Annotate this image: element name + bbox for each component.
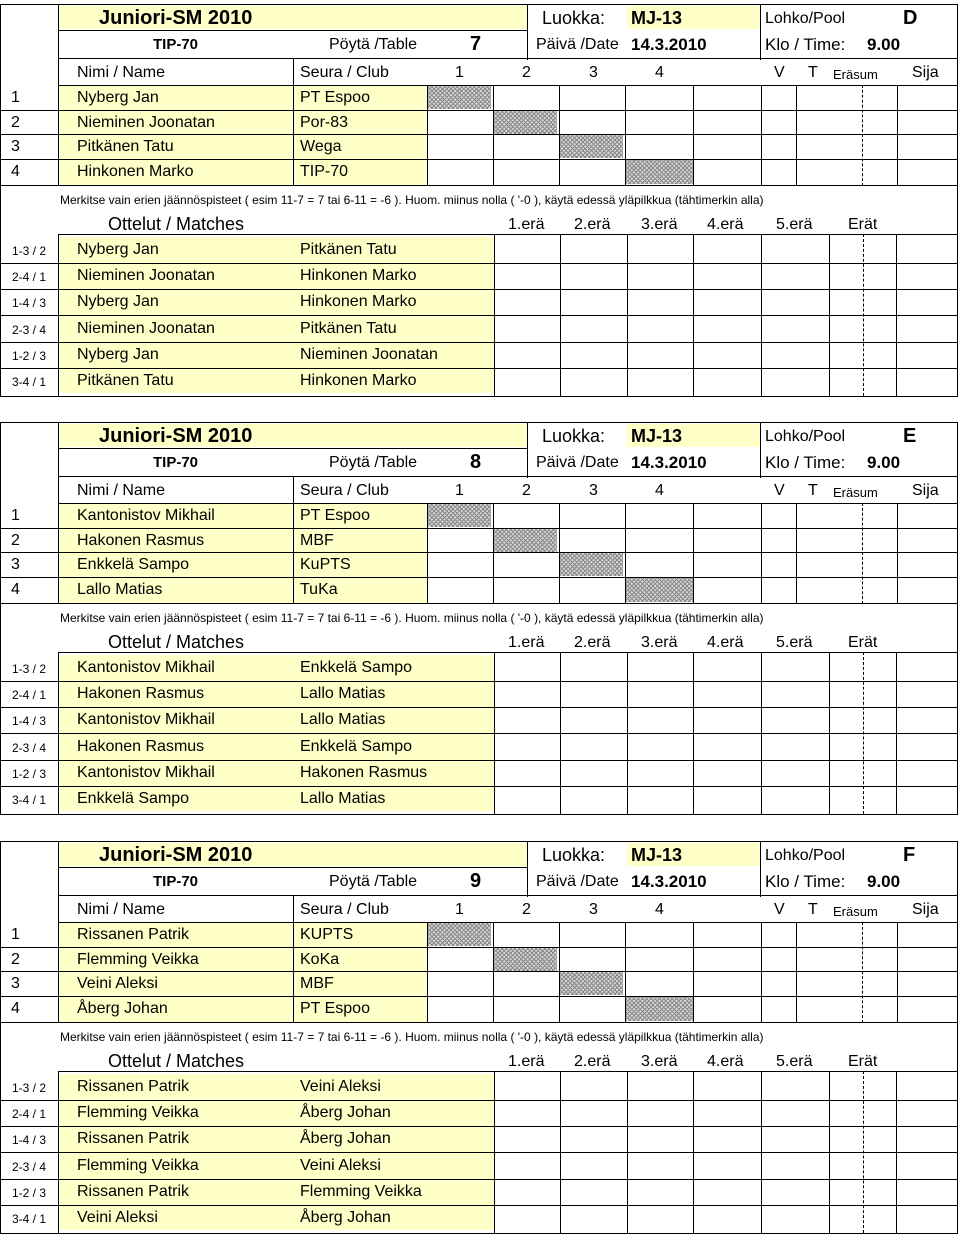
event-title: Juniori-SM 2010 xyxy=(99,425,253,447)
match-player-2: Åberg Johan xyxy=(300,1130,391,1147)
match-row xyxy=(0,686,958,706)
class-value: MJ-13 xyxy=(631,426,683,446)
table-label: Pöytä /Table xyxy=(329,36,418,53)
match-code: 1-2 / 3 xyxy=(12,349,47,363)
table-label: Pöytä /Table xyxy=(329,873,418,890)
time-label: Klo / Time: xyxy=(765,35,846,54)
col-4-header: 4 xyxy=(655,901,664,918)
player-club: TIP-70 xyxy=(300,163,349,180)
player-row xyxy=(0,557,958,577)
match-player-1: Kantonistov Mikhail xyxy=(77,711,215,728)
match-row xyxy=(0,1210,958,1230)
set-header-3: 3.erä xyxy=(641,634,678,651)
match-code: 1-4 / 3 xyxy=(12,296,47,310)
player-row xyxy=(0,952,958,972)
player-number: 4 xyxy=(11,1000,20,1017)
match-code: 2-3 / 4 xyxy=(12,741,47,755)
player-row xyxy=(0,582,958,602)
player-name: Pitkänen Tatu xyxy=(77,138,174,155)
match-player-2: Hakonen Rasmus xyxy=(300,764,428,781)
matches-header: Ottelut / Matches xyxy=(108,214,245,234)
set-header-2: 2.erä xyxy=(574,1053,611,1070)
match-player-2: Hinkonen Marko xyxy=(300,293,417,310)
col-1-header: 1 xyxy=(455,482,464,499)
match-player-1: Nieminen Joonatan xyxy=(77,267,215,284)
col-sija-header: Sija xyxy=(912,901,939,918)
player-row xyxy=(0,1001,958,1021)
col-3-header: 3 xyxy=(589,482,598,499)
pool-sheet-e xyxy=(0,418,958,818)
date-value: 14.3.2010 xyxy=(631,872,707,891)
date-value: 14.3.2010 xyxy=(631,453,707,472)
col-2-header: 2 xyxy=(522,901,531,918)
col-sija-header: Sija xyxy=(912,482,939,499)
match-code: 1-4 / 3 xyxy=(12,1133,47,1147)
match-player-1: Pitkänen Tatu xyxy=(77,372,174,389)
date-value: 14.3.2010 xyxy=(631,35,707,54)
set-header-3: 3.erä xyxy=(641,1053,678,1070)
pool-label: Lohko/Pool xyxy=(765,847,846,864)
col-erasum-header: Eräsum xyxy=(833,904,878,919)
match-player-1: Nyberg Jan xyxy=(77,293,159,310)
match-player-1: Rissanen Patrik xyxy=(77,1078,190,1095)
match-code: 2-3 / 4 xyxy=(12,1160,47,1174)
time-value: 9.00 xyxy=(867,35,901,54)
match-row xyxy=(0,712,958,732)
player-row xyxy=(0,976,958,996)
score-note-part1: Merkitse vain erien jäännöspisteet ( esim 11-7 = 7 tai 6-11 = -6 ). xyxy=(60,193,402,207)
sets-total-header: Erät xyxy=(848,216,878,233)
match-row xyxy=(0,765,958,785)
player-club: Por-83 xyxy=(300,114,349,131)
match-row xyxy=(0,268,958,288)
score-note xyxy=(60,1031,764,1043)
matches-header: Ottelut / Matches xyxy=(108,1051,245,1071)
player-club: PT Espoo xyxy=(300,89,370,106)
col-erasum-header: Eräsum xyxy=(833,485,878,500)
match-player-1: Rissanen Patrik xyxy=(77,1183,190,1200)
match-player-1: Kantonistov Mikhail xyxy=(77,764,215,781)
set-header-1: 1.erä xyxy=(508,634,545,651)
match-player-1: Veini Aleksi xyxy=(77,1209,158,1226)
player-name: Nieminen Joonatan xyxy=(77,114,215,131)
player-club: MBF xyxy=(300,975,334,992)
set-header-5: 5.erä xyxy=(776,216,813,233)
set-header-3: 3.erä xyxy=(641,216,678,233)
match-player-1: Hakonen Rasmus xyxy=(77,685,205,702)
pool-letter: F xyxy=(903,844,916,866)
set-header-1: 1.erä xyxy=(508,1053,545,1070)
match-player-1: Flemming Veikka xyxy=(77,1157,199,1174)
time-value: 9.00 xyxy=(867,872,901,891)
match-player-1: Rissanen Patrik xyxy=(77,1130,190,1147)
match-row xyxy=(0,294,958,314)
pool-sheet-f xyxy=(0,837,958,1237)
match-player-2: Hinkonen Marko xyxy=(300,372,417,389)
match-player-2: Åberg Johan xyxy=(300,1104,391,1121)
match-code: 1-2 / 3 xyxy=(12,767,47,781)
table-number: 9 xyxy=(470,870,482,892)
score-note-part1: Merkitse vain erien jäännöspisteet ( esim 11-7 = 7 tai 6-11 = -6 ). xyxy=(60,1030,402,1044)
score-note-part2: Huom. miinus nolla ( '-0 ), käytä edessä yläpilkkua (tähtimerkin alla) xyxy=(405,611,764,625)
player-number: 1 xyxy=(11,507,20,524)
match-player-2: Pitkänen Tatu xyxy=(300,320,397,337)
player-name: Lallo Matias xyxy=(77,581,163,598)
match-player-2: Lallo Matias xyxy=(300,790,386,807)
match-code: 1-3 / 2 xyxy=(12,1081,47,1095)
match-player-1: Enkkelä Sampo xyxy=(77,790,190,807)
match-player-2: Åberg Johan xyxy=(300,1209,391,1226)
col-sija-header: Sija xyxy=(912,64,939,81)
player-name: Åberg Johan xyxy=(77,1000,168,1017)
club-name: TIP-70 xyxy=(153,873,199,890)
col-t-header: T xyxy=(808,482,818,499)
match-player-2: Lallo Matias xyxy=(300,685,386,702)
match-code: 1-3 / 2 xyxy=(12,244,47,258)
player-row xyxy=(0,164,958,184)
match-code: 3-4 / 1 xyxy=(12,793,47,807)
set-header-1: 1.erä xyxy=(508,216,545,233)
col-4-header: 4 xyxy=(655,64,664,81)
match-player-1: Nieminen Joonatan xyxy=(77,320,215,337)
matches-header: Ottelut / Matches xyxy=(108,632,245,652)
player-row xyxy=(0,115,958,135)
match-code: 1-2 / 3 xyxy=(12,1186,47,1200)
player-row xyxy=(0,90,958,110)
col-name-header: Nimi / Name xyxy=(77,482,166,499)
time-label: Klo / Time: xyxy=(765,453,846,472)
set-header-4: 4.erä xyxy=(707,634,744,651)
col-club-header: Seura / Club xyxy=(300,901,389,918)
player-row xyxy=(0,533,958,553)
table-number: 8 xyxy=(470,451,482,473)
match-player-2: Pitkänen Tatu xyxy=(300,241,397,258)
sets-total-header: Erät xyxy=(848,1053,878,1070)
table-number: 7 xyxy=(470,33,482,55)
player-name: Hinkonen Marko xyxy=(77,163,194,180)
match-row xyxy=(0,242,958,262)
score-note xyxy=(60,194,764,206)
match-player-1: Kantonistov Mikhail xyxy=(77,659,215,676)
time-value: 9.00 xyxy=(867,453,901,472)
match-code: 1-4 / 3 xyxy=(12,714,47,728)
player-row xyxy=(0,927,958,947)
match-row xyxy=(0,373,958,393)
col-1-header: 1 xyxy=(455,901,464,918)
class-label: Luokka: xyxy=(542,426,606,446)
player-club: MBF xyxy=(300,532,334,549)
event-title: Juniori-SM 2010 xyxy=(99,844,253,866)
match-code: 2-4 / 1 xyxy=(12,1107,47,1121)
col-2-header: 2 xyxy=(522,64,531,81)
player-number: 2 xyxy=(11,951,20,968)
event-title: Juniori-SM 2010 xyxy=(99,7,253,29)
club-name: TIP-70 xyxy=(153,36,199,53)
match-player-2: Flemming Veikka xyxy=(300,1183,422,1200)
player-club: KoKa xyxy=(300,951,340,968)
col-3-header: 3 xyxy=(589,64,598,81)
match-code: 3-4 / 1 xyxy=(12,375,47,389)
pool-letter: E xyxy=(903,425,917,447)
player-number: 2 xyxy=(11,114,20,131)
match-code: 3-4 / 1 xyxy=(12,1212,47,1226)
col-v-header: V xyxy=(774,901,785,918)
player-name: Rissanen Patrik xyxy=(77,926,190,943)
match-row xyxy=(0,1131,958,1151)
player-name: Veini Aleksi xyxy=(77,975,158,992)
match-code: 2-3 / 4 xyxy=(12,323,47,337)
player-number: 4 xyxy=(11,163,20,180)
match-player-2: Veini Aleksi xyxy=(300,1078,381,1095)
player-row xyxy=(0,139,958,159)
player-club: PT Espoo xyxy=(300,507,370,524)
score-note-part2: Huom. miinus nolla ( '-0 ), käytä edessä yläpilkkua (tähtimerkin alla) xyxy=(405,193,764,207)
player-club: KuPTS xyxy=(300,556,351,573)
club-name: TIP-70 xyxy=(153,454,199,471)
player-number: 4 xyxy=(11,581,20,598)
match-code: 1-3 / 2 xyxy=(12,662,47,676)
match-code: 2-4 / 1 xyxy=(12,270,47,284)
col-v-header: V xyxy=(774,482,785,499)
match-player-2: Hinkonen Marko xyxy=(300,267,417,284)
match-player-2: Lallo Matias xyxy=(300,711,386,728)
set-header-2: 2.erä xyxy=(574,216,611,233)
player-number: 1 xyxy=(11,926,20,943)
col-name-header: Nimi / Name xyxy=(77,901,166,918)
match-code: 2-4 / 1 xyxy=(12,688,47,702)
col-t-header: T xyxy=(808,901,818,918)
class-label: Luokka: xyxy=(542,845,606,865)
player-name: Flemming Veikka xyxy=(77,951,199,968)
col-club-header: Seura / Club xyxy=(300,64,389,81)
player-club: KUPTS xyxy=(300,926,354,943)
table-label: Pöytä /Table xyxy=(329,454,418,471)
score-note-part2: Huom. miinus nolla ( '-0 ), käytä edessä yläpilkkua (tähtimerkin alla) xyxy=(405,1030,764,1044)
date-label: Päivä /Date xyxy=(536,454,619,471)
match-player-1: Nyberg Jan xyxy=(77,346,159,363)
match-player-2: Enkkelä Sampo xyxy=(300,659,413,676)
match-player-2: Nieminen Joonatan xyxy=(300,346,438,363)
player-club: Wega xyxy=(300,138,342,155)
match-row xyxy=(0,1105,958,1125)
col-t-header: T xyxy=(808,64,818,81)
player-club: TuKa xyxy=(300,581,338,598)
class-label: Luokka: xyxy=(542,8,606,28)
player-number: 2 xyxy=(11,532,20,549)
set-header-4: 4.erä xyxy=(707,1053,744,1070)
set-header-4: 4.erä xyxy=(707,216,744,233)
col-1-header: 1 xyxy=(455,64,464,81)
set-header-5: 5.erä xyxy=(776,634,813,651)
match-player-2: Veini Aleksi xyxy=(300,1157,381,1174)
player-number: 3 xyxy=(11,975,20,992)
player-number: 3 xyxy=(11,556,20,573)
time-label: Klo / Time: xyxy=(765,872,846,891)
col-erasum-header: Eräsum xyxy=(833,67,878,82)
match-row xyxy=(0,1184,958,1204)
set-header-2: 2.erä xyxy=(574,634,611,651)
player-name: Kantonistov Mikhail xyxy=(77,507,215,524)
player-club: PT Espoo xyxy=(300,1000,370,1017)
class-value: MJ-13 xyxy=(631,8,683,28)
col-v-header: V xyxy=(774,64,785,81)
set-header-5: 5.erä xyxy=(776,1053,813,1070)
player-name: Hakonen Rasmus xyxy=(77,532,205,549)
match-row xyxy=(0,791,958,811)
match-row xyxy=(0,321,958,341)
pool-letter: D xyxy=(903,7,918,29)
player-number: 3 xyxy=(11,138,20,155)
player-row xyxy=(0,508,958,528)
player-name: Nyberg Jan xyxy=(77,89,159,106)
match-player-1: Hakonen Rasmus xyxy=(77,738,205,755)
pool-label: Lohko/Pool xyxy=(765,10,846,27)
match-player-1: Nyberg Jan xyxy=(77,241,159,258)
score-note xyxy=(60,612,764,624)
match-row xyxy=(0,1079,958,1099)
match-row xyxy=(0,1158,958,1178)
pool-sheet-d xyxy=(0,0,958,400)
date-label: Päivä /Date xyxy=(536,873,619,890)
col-club-header: Seura / Club xyxy=(300,482,389,499)
match-row xyxy=(0,739,958,759)
player-number: 1 xyxy=(11,89,20,106)
match-row xyxy=(0,347,958,367)
score-note-part1: Merkitse vain erien jäännöspisteet ( esim 11-7 = 7 tai 6-11 = -6 ). xyxy=(60,611,402,625)
date-label: Päivä /Date xyxy=(536,36,619,53)
class-value: MJ-13 xyxy=(631,845,683,865)
col-name-header: Nimi / Name xyxy=(77,64,166,81)
pool-label: Lohko/Pool xyxy=(765,428,846,445)
col-4-header: 4 xyxy=(655,482,664,499)
col-3-header: 3 xyxy=(589,901,598,918)
match-row xyxy=(0,660,958,680)
sets-total-header: Erät xyxy=(848,634,878,651)
match-player-1: Flemming Veikka xyxy=(77,1104,199,1121)
match-player-2: Enkkelä Sampo xyxy=(300,738,413,755)
col-2-header: 2 xyxy=(522,482,531,499)
player-name: Enkkelä Sampo xyxy=(77,556,190,573)
